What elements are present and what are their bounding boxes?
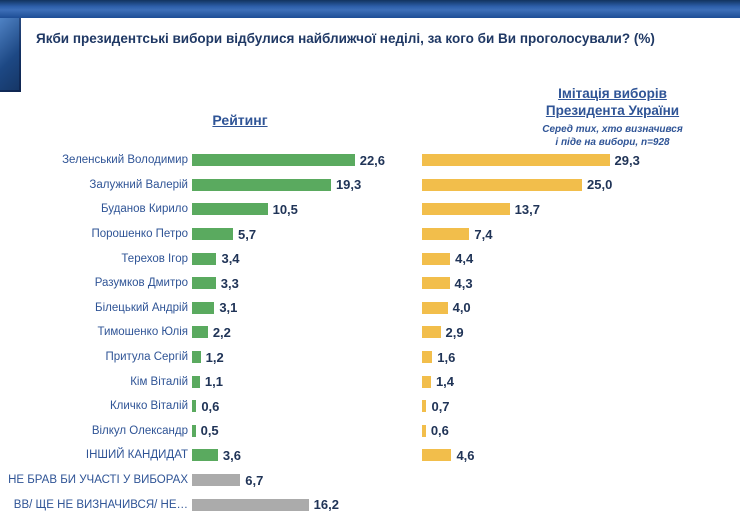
imitation-value: 25,0	[587, 177, 613, 193]
imitation-bar	[422, 154, 610, 166]
rating-bar	[192, 154, 355, 166]
candidate-label: Зеленський Володимир	[62, 154, 188, 167]
chart-row	[0, 419, 740, 444]
rating-value: 3,1	[219, 300, 238, 316]
rating-value: 3,3	[220, 275, 239, 291]
imitation-bar-zone	[422, 423, 740, 438]
rating-bar-zone	[192, 177, 422, 192]
imitation-value: 13,7	[514, 201, 540, 217]
rating-value: 22,6	[359, 152, 386, 168]
chart-row	[0, 320, 740, 345]
rating-bar	[192, 277, 216, 289]
rating-bar	[192, 474, 240, 486]
imitation-header-line1: Імітація виборів	[558, 86, 667, 101]
imitation-value: 4,4	[455, 251, 474, 267]
imitation-bar-zone	[422, 300, 740, 315]
candidate-label: НЕ БРАВ БИ УЧАСТІ У ВИБОРАХ	[8, 474, 188, 487]
rating-bar	[192, 400, 196, 412]
rating-value: 3,4	[221, 251, 240, 267]
rating-bar-zone	[192, 350, 422, 365]
imitation-value: 29,3	[614, 152, 640, 168]
candidate-label: Вілкул Олександр	[91, 424, 188, 437]
chart-row	[0, 492, 740, 517]
imitation-value: 4,6	[456, 447, 475, 463]
imitation-bar-zone	[422, 350, 740, 365]
imitation-value: 2,9	[445, 324, 464, 340]
chart-row	[0, 443, 740, 468]
imitation-bar	[422, 228, 469, 240]
rating-bar	[192, 376, 200, 388]
candidate-label: Буданов Кирило	[101, 203, 188, 216]
candidate-label: ВВ/ ЩЕ НЕ ВИЗНАЧИВСЯ/ НЕ…	[13, 498, 188, 511]
imitation-bar-zone	[422, 374, 740, 389]
imitation-bar-zone	[422, 202, 740, 217]
imitation-column-header	[500, 86, 725, 149]
imitation-bar	[422, 203, 510, 215]
imitation-header-line2: Президента України	[545, 102, 680, 118]
rating-bar-zone	[192, 448, 422, 463]
rating-bar-zone	[192, 251, 422, 266]
rating-bar	[192, 499, 309, 511]
imitation-bar	[422, 376, 431, 388]
candidate-label: Терехов Ігор	[121, 252, 188, 265]
imitation-value: 4,0	[452, 300, 471, 316]
imitation-subtitle-line2: і піде на вибори, n=928	[555, 136, 670, 148]
rating-bar	[192, 326, 208, 338]
rating-bar-zone	[192, 374, 422, 389]
imitation-bar	[422, 326, 441, 338]
imitation-bar	[422, 425, 426, 437]
rating-bar-zone	[192, 423, 422, 438]
rating-bar	[192, 228, 233, 240]
imitation-bar-zone	[422, 251, 740, 266]
candidate-label: Залужний Валерій	[89, 178, 188, 191]
top-accent-bar	[0, 0, 740, 18]
rating-bar-zone	[192, 153, 422, 168]
imitation-value: 0,7	[431, 398, 450, 414]
candidate-label: Кім Віталій	[130, 375, 188, 388]
rating-bar-zone	[192, 300, 422, 315]
candidate-label: Притула Сергій	[105, 351, 188, 364]
imitation-subtitle	[500, 123, 725, 149]
rating-bar-zone	[192, 202, 422, 217]
imitation-bar	[422, 351, 432, 363]
candidate-label: Білецький Андрій	[95, 301, 188, 314]
rating-bar-zone	[192, 325, 422, 340]
imitation-value: 1,4	[435, 374, 455, 390]
rating-value: 1,1	[204, 374, 223, 390]
rating-bar	[192, 449, 218, 461]
imitation-bar	[422, 400, 426, 412]
chart-row	[0, 271, 740, 296]
rating-value: 3,6	[222, 447, 241, 463]
rating-bar-zone	[192, 276, 422, 291]
imitation-bar	[422, 277, 450, 289]
imitation-subtitle-line1: Серед тих, хто визначився	[542, 123, 683, 135]
imitation-bar	[422, 253, 450, 265]
chart-row	[0, 394, 740, 419]
chart-row	[0, 345, 740, 370]
rating-bar	[192, 203, 268, 215]
rating-column-header: Рейтинг	[212, 112, 268, 128]
rating-bar	[192, 302, 214, 314]
rating-value: 2,2	[212, 324, 231, 340]
chart-row	[0, 148, 740, 173]
imitation-bar	[422, 449, 451, 461]
rating-bar-zone	[192, 473, 422, 488]
imitation-bar	[422, 302, 448, 314]
imitation-bar-zone	[422, 177, 740, 192]
rating-bar	[192, 351, 201, 363]
imitation-bar-zone	[422, 399, 740, 414]
candidate-label: Порошенко Петро	[91, 228, 188, 241]
candidate-label: Тимошенко Юлія	[97, 326, 188, 339]
slide-title: Якби президентські вибори відбулися найближчої неділі, за кого би Ви проголосували? (%)	[36, 31, 655, 46]
rating-value: 0,6	[201, 398, 220, 414]
rating-value: 16,2	[313, 497, 339, 513]
imitation-value: 0,6	[430, 423, 449, 439]
imitation-bar-zone	[422, 325, 740, 340]
rating-value: 10,5	[272, 201, 298, 217]
rating-value: 19,3	[335, 177, 362, 193]
imitation-bar-zone	[422, 448, 740, 463]
rating-bar-zone	[192, 227, 422, 242]
chart-row	[0, 173, 740, 198]
candidate-label: Разумков Дмитро	[94, 277, 188, 290]
chart-row	[0, 468, 740, 493]
rating-value: 5,7	[238, 226, 257, 242]
chart-row	[0, 369, 740, 394]
imitation-value: 7,4	[474, 226, 493, 242]
chart-row	[0, 222, 740, 247]
rating-value: 6,7	[245, 472, 264, 488]
chart-row	[0, 197, 740, 222]
rating-bar	[192, 179, 331, 191]
imitation-bar	[422, 179, 582, 191]
rating-bar	[192, 253, 216, 265]
chart	[0, 148, 740, 517]
imitation-value: 4,3	[454, 275, 473, 291]
imitation-bar-zone	[422, 276, 740, 291]
rating-bar-zone	[192, 399, 422, 414]
chart-row	[0, 296, 740, 321]
rating-value: 0,5	[200, 423, 219, 439]
chart-row	[0, 246, 740, 271]
imitation-bar-zone	[422, 153, 740, 168]
imitation-bar-zone	[422, 227, 740, 242]
left-accent-block	[0, 18, 21, 92]
imitation-value: 1,6	[437, 349, 456, 365]
rating-bar-zone	[192, 497, 422, 512]
candidate-label: ІНШИЙ КАНДИДАТ	[85, 449, 188, 462]
rating-value: 1,2	[205, 349, 224, 365]
rating-bar	[192, 425, 196, 437]
candidate-label: Кличко Віталій	[109, 400, 188, 413]
